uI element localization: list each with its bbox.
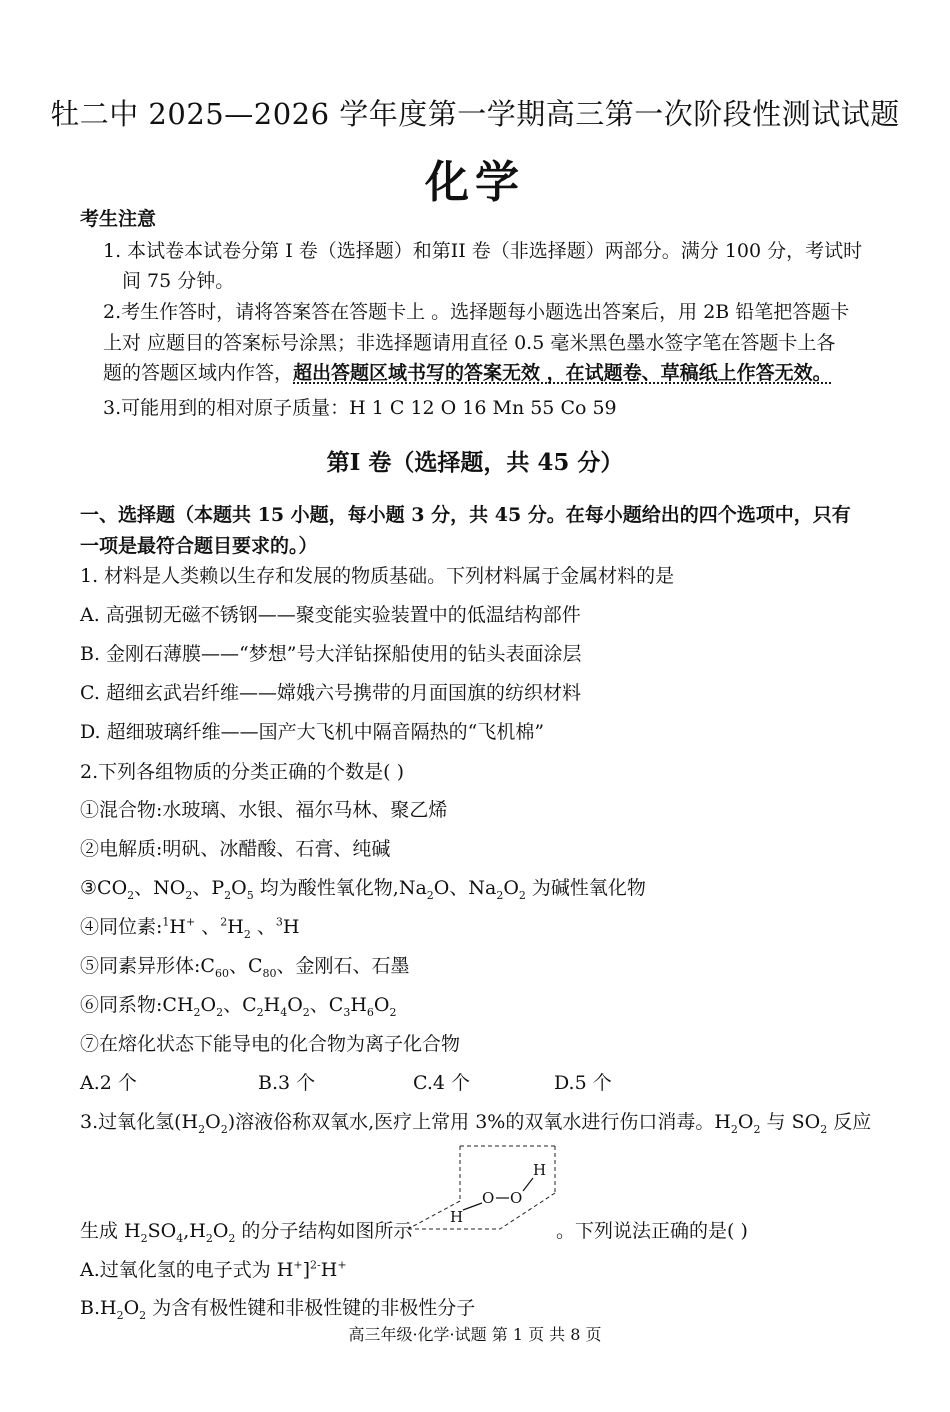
text-run: 3.过氧化氢(H	[80, 1111, 199, 1133]
notice-plain-text: 题的答题区域内作答，	[103, 362, 294, 384]
q2-option-d: D.5 个	[554, 1072, 612, 1094]
q1-option-d: D. 超细玻璃纤维——国产大飞机中隔音隔热的“飞机棉”	[80, 721, 545, 743]
atom-label: O	[510, 1189, 523, 1207]
exam-title: 牡二中 2025—2026 学年度第一学期高三第一次阶段性测试试题	[50, 97, 900, 131]
q1-option-c: C. 超细玄武岩纤维——嫦娥六号携带的月面国旗的纺织材料	[80, 682, 581, 704]
h2o2-structure-diagram	[405, 1143, 565, 1235]
q2-item-4: ④同位素:$^1$H+ 、$^2H_2$ 、$^3$H	[80, 915, 300, 941]
text-run: 为碱性氧化物	[525, 877, 646, 899]
text-run: 生成 H	[80, 1220, 141, 1242]
text-run: ⑤同素异形体:C	[80, 955, 215, 977]
q2-option-b: B.3 个	[258, 1072, 316, 1094]
text-run: O	[205, 1111, 221, 1133]
notice-item-2-line-3	[103, 358, 832, 385]
notice-heading: 考生注意	[80, 208, 157, 230]
q2-item-2: ②电解质:明矾、冰醋酸、石膏、纯碱	[80, 838, 391, 860]
notice-item-3: 3.可能用到的相对原子质量：H 1 C 12 O 16 Mn 55 Co 59	[103, 397, 617, 419]
q1-option-b: B. 金刚石薄膜——“梦想”号大洋钻探船使用的钻头表面涂层	[80, 643, 582, 665]
notice-item-1-line-1: 1. 本试卷本试卷分第 I 卷（选择题）和第II 卷（非选择题）两部分。满分 100 分，考试时	[103, 240, 863, 262]
text-run: ,H	[183, 1220, 206, 1242]
atom-label: H	[533, 1161, 547, 1179]
q3-option-b: $B.H_2O_2$ 为含有极性键和非极性键的非极性分子	[80, 1297, 476, 1322]
part-heading-line-2: 一项是最符合题目要求的。）	[80, 535, 318, 557]
q1-option-a: A. 高强韧无磁不锈钢——聚变能实验装置中的低温结构部件	[80, 604, 581, 626]
q2-option-a: A.2 个	[80, 1072, 137, 1094]
page-footer: 高三年级·化学·试题 第 1 页 共 8 页	[348, 1325, 602, 1344]
text-run: 、C	[228, 955, 263, 977]
text-run: O	[737, 1111, 754, 1133]
text-run: O	[503, 877, 519, 899]
atom-label: H	[450, 1208, 464, 1226]
q3-stem-line-2: 生成 $H_2SO_4,H_2O_2$ 的分子结构如图所示	[80, 1220, 413, 1245]
text-run: 反应	[827, 1111, 872, 1133]
o-h-bond	[463, 1203, 482, 1210]
text-run: ④同位素:	[80, 916, 163, 938]
q2-item-6: ⑥同系物$:CH_2O_2$、$C_2H_4O_2$、$C_3H_6O_2$	[80, 994, 397, 1019]
notice-item-1-line-2: 间 75 分钟。	[122, 270, 235, 292]
q2-stem: 2.下列各组物质的分类正确的个数是( )	[80, 761, 404, 783]
text-run: 、P	[192, 877, 225, 899]
q3-stem-line-2-tail: 。下列说法正确的是( )	[556, 1220, 748, 1242]
text-run: SO	[147, 1220, 177, 1242]
q2-item-5: ⑤同素异形体$:C_{60}$、$C_{80}$、金刚石、石墨	[80, 955, 410, 980]
text-run: O、Na	[433, 877, 497, 899]
o-h-bond	[523, 1178, 533, 1191]
subject-title: 化学	[425, 157, 525, 208]
text-run: O	[212, 1220, 229, 1242]
q3-option-a: A.过氧化氢的电子式为 H+]$^{2-}$H+	[80, 1258, 347, 1281]
notice-item-2-line-2: 上对 应题目的答案标号涂黑；非选择题请用直径 0.5 毫米黑色墨水签字笔在答题卡上各	[103, 332, 836, 354]
text-run: A.过氧化氢的电子式为 H	[80, 1259, 294, 1281]
text-run: 的分子结构如图所示	[235, 1220, 413, 1242]
text-run: )溶液俗称双氧水,医疗上常用 3%的双氧水进行伤口消毒。H	[227, 1111, 731, 1133]
text-run: B.H	[80, 1297, 117, 1319]
text-run: 、NO	[134, 877, 186, 899]
text-run: O	[231, 877, 247, 899]
notice-emphasis-text: 超出答题区域书写的答案无效 ，在试题卷、草稿纸上作答无效。	[293, 362, 832, 384]
part-heading-line-1: 一、选择题（本题共 15 小题，每小题 3 分，共 45 分。在每小题给出的四个选项中，只有	[80, 504, 851, 526]
q2-item-3: $③CO_2$、$NO_2$、$P_2O_5$ 均为酸性氧化物$,Na_2O$、$Na_2O_2$ 为碱性氧化物	[80, 877, 646, 902]
text-run: ⑥同系物:	[80, 994, 163, 1016]
text-run: O	[123, 1297, 140, 1319]
q2-item-1: ①混合物:水玻璃、水银、福尔马林、聚乙烯	[80, 799, 448, 821]
text-run: 为含有极性键和非极性键的非极性分子	[146, 1297, 476, 1319]
text-run: 与 SO	[760, 1111, 821, 1133]
text-run: 、金刚石、石墨	[276, 955, 410, 977]
text-run: ③CO	[80, 877, 128, 899]
q3-stem: 3.过氧化氢$(H_2O_2)$溶液俗称双氧水,医疗上常用 3%的双氧水进行伤口消毒。$H_2O_2$ 与 $SO_2$ 反应	[80, 1111, 872, 1136]
text-run: 均为酸性氧化物,Na	[253, 877, 427, 899]
section-title: 第I 卷（选择题，共 45 分）	[326, 449, 624, 476]
q1-stem: 1. 材料是人类赖以生存和发展的物质基础。下列材料属于金属材料的是	[80, 565, 675, 587]
q2-item-7: ⑦在熔化状态下能导电的化合物为离子化合物	[80, 1033, 461, 1055]
atom-label: O	[482, 1189, 495, 1207]
q2-option-c: C.4 个	[413, 1072, 471, 1094]
notice-item-2-line-1: 2.考生作答时，请将答案答在答题卡上 。选择题每小题选出答案后，用 2B 铅笔把答题卡	[103, 301, 850, 323]
